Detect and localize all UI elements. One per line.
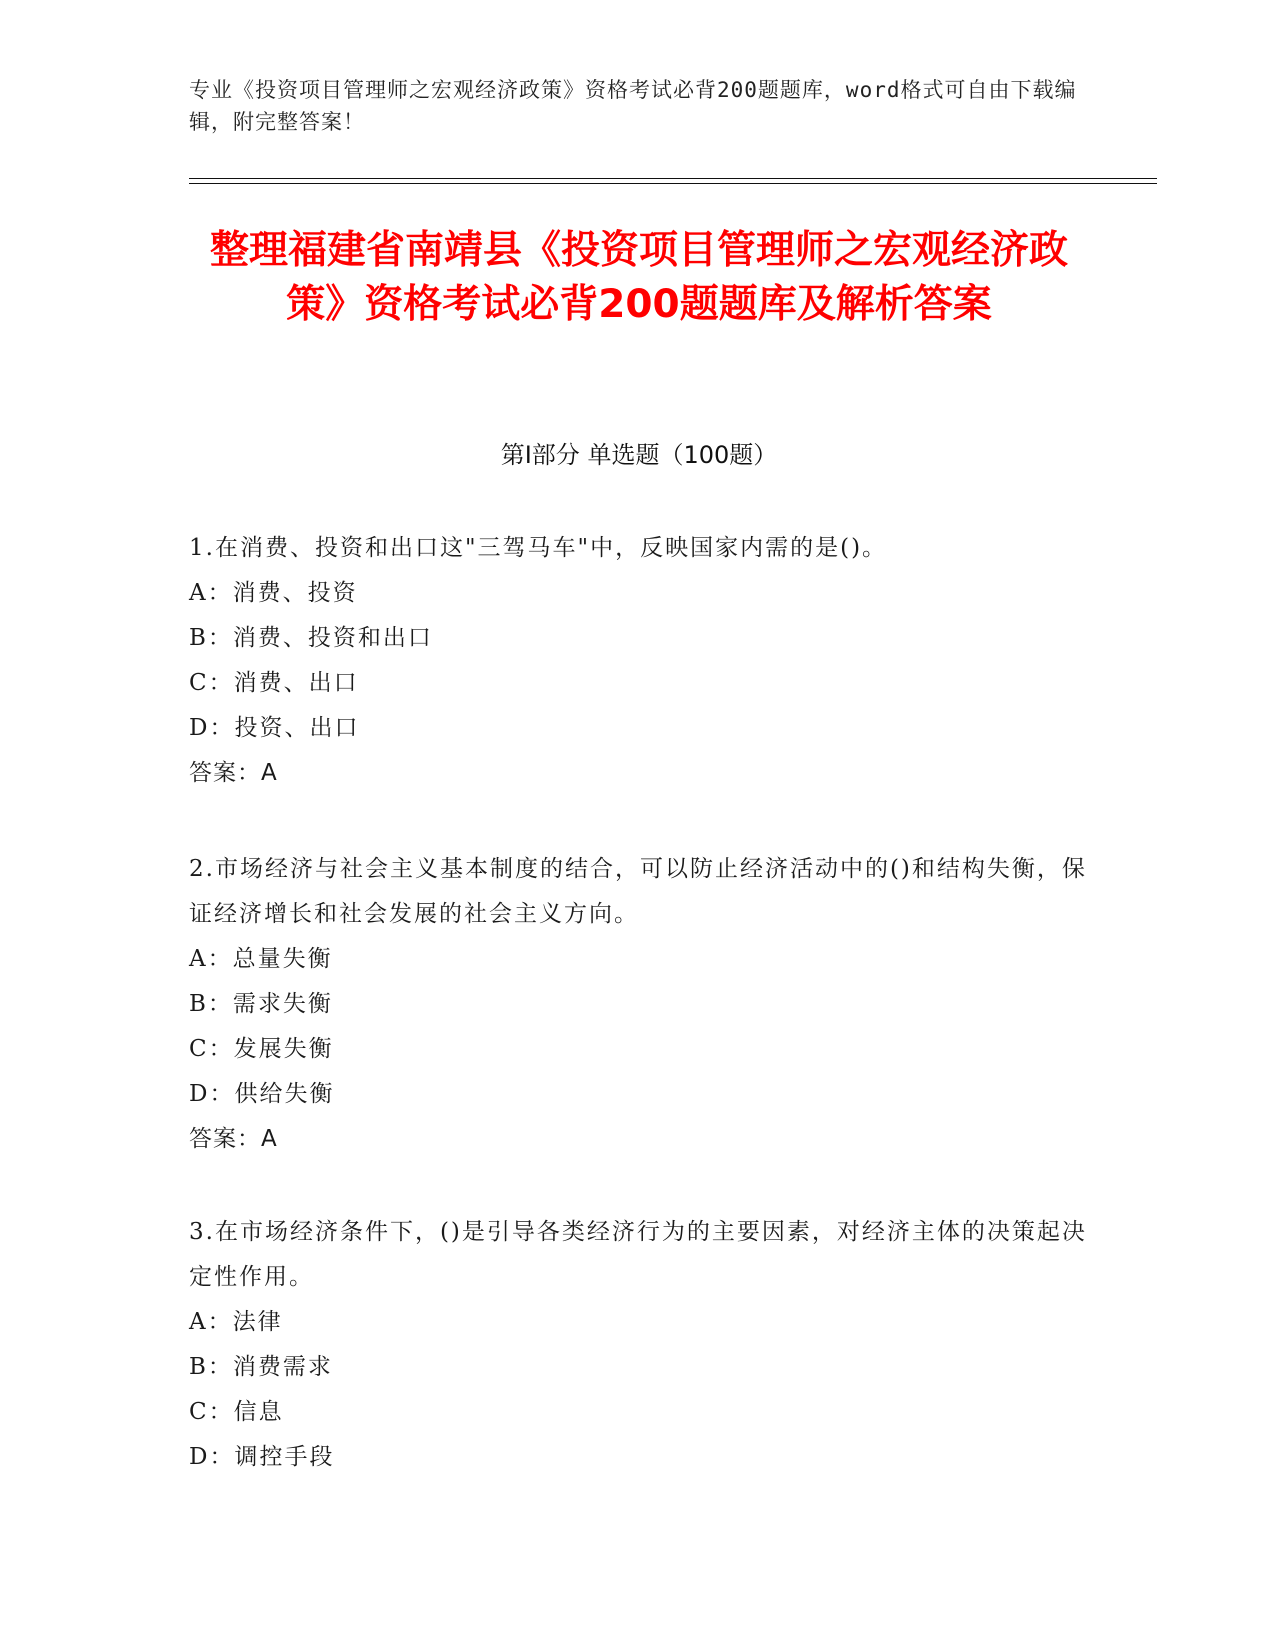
option-b: B：需求失衡: [189, 991, 333, 1017]
option-a: A：消费、投资: [189, 580, 358, 606]
option-a: A：法律: [189, 1309, 283, 1335]
header-divider-secondary: [189, 183, 1157, 184]
answer-line: 答案：A: [189, 760, 278, 786]
answer-line: 答案：A: [189, 1126, 278, 1152]
header-note: 专业《投资项目管理师之宏观经济政策》资格考试必背200题题库，word格式可自由下载编辑，附完整答案！: [189, 78, 1077, 134]
option-d: D：供给失衡: [189, 1081, 335, 1107]
document-title: 整理福建省南靖县《投资项目管理师之宏观经济政策》资格考试必背200题题库及解析答案: [209, 228, 1068, 327]
option-c: C：信息: [189, 1399, 284, 1425]
question-1: [189, 526, 1089, 796]
question-stem: 1.在消费、投资和出口这"三驾马车"中，反映国家内需的是()。: [189, 535, 888, 561]
question-3: [189, 1210, 1089, 1480]
option-d: D：调控手段: [189, 1444, 335, 1470]
option-b: B：消费、投资和出口: [189, 625, 433, 651]
question-2: [189, 847, 1089, 1162]
option-c: C：消费、出口: [189, 670, 359, 696]
question-stem: 3.在市场经济条件下，()是引导各类经济行为的主要因素，对经济主体的决策起决定性作用。: [189, 1219, 1087, 1290]
question-stem: 2.市场经济与社会主义基本制度的结合，可以防止经济活动中的()和结构失衡，保证经济增长和社会发展的社会主义方向。: [189, 856, 1087, 927]
section-title: 第I部分 单选题（100题）: [500, 441, 778, 469]
option-a: A：总量失衡: [189, 946, 333, 972]
option-b: B：消费需求: [189, 1354, 333, 1380]
option-d: D：投资、出口: [189, 715, 360, 741]
option-c: C：发展失衡: [189, 1036, 334, 1062]
header-divider: [189, 178, 1157, 179]
